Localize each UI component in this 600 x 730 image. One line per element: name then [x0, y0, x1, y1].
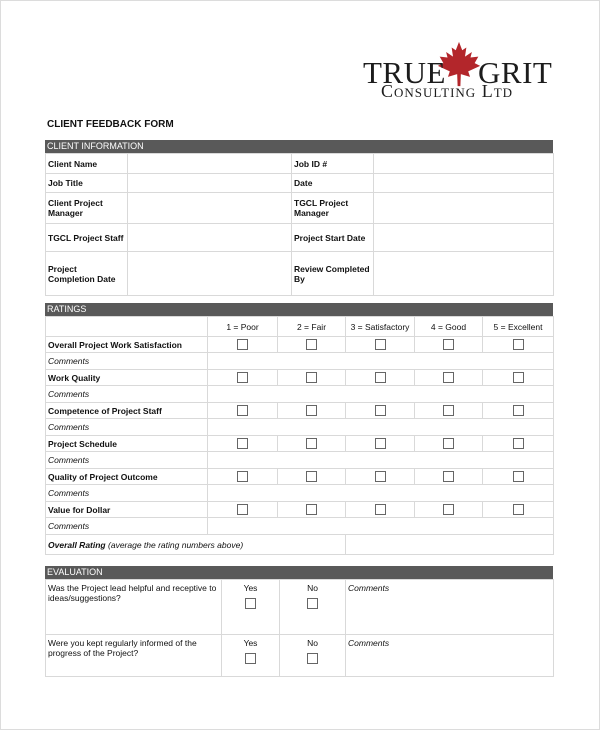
rating-cell: [483, 469, 554, 485]
comments-field[interactable]: [208, 419, 554, 436]
yes-label: Yes: [243, 583, 258, 593]
comments-field[interactable]: [346, 635, 554, 677]
rating-cell: [346, 502, 415, 518]
field-label: Job ID #: [292, 154, 374, 174]
evaluation-question: Were you kept regularly informed of the progress of the Project?: [46, 635, 222, 677]
rating-cell: [415, 403, 483, 419]
table-row: [46, 502, 554, 518]
rating-cell: [208, 370, 278, 386]
logo-subtitle: Consulting Ltd: [381, 81, 514, 101]
table-row: [46, 518, 554, 535]
rating-cell: [278, 469, 346, 485]
rating-cell: [483, 502, 554, 518]
rating-cell: [415, 469, 483, 485]
rating-4-checkbox[interactable]: [443, 504, 454, 515]
yes-cell: [222, 635, 280, 677]
rating-3-checkbox[interactable]: [375, 471, 386, 482]
rating-item-label: Quality of Project Outcome: [46, 469, 208, 485]
rating-cell: [346, 337, 415, 353]
rating-2-checkbox[interactable]: [306, 372, 317, 383]
table-row: [46, 580, 554, 635]
no-checkbox[interactable]: [307, 653, 318, 664]
review-completed-by-field[interactable]: [374, 252, 554, 296]
rating-4-checkbox[interactable]: [443, 405, 454, 416]
comments-field[interactable]: [208, 353, 554, 370]
rating-2-checkbox[interactable]: [306, 504, 317, 515]
company-logo: [363, 41, 563, 105]
rating-item-1: [46, 370, 554, 403]
rating-cell: [278, 502, 346, 518]
tgcl-project-manager-field[interactable]: [374, 193, 554, 224]
rating-cell: [346, 370, 415, 386]
scale-label: 4 = Good: [415, 317, 483, 337]
table-row: [46, 317, 554, 337]
no-label: No: [307, 638, 318, 648]
rating-cell: [415, 502, 483, 518]
logo-word-grit: GRIT: [478, 55, 553, 90]
no-cell: [280, 580, 346, 635]
comments-label: Comments: [46, 386, 208, 403]
rating-1-checkbox[interactable]: [237, 504, 248, 515]
scale-blank: [46, 317, 208, 337]
rating-2-checkbox[interactable]: [306, 438, 317, 449]
field-label: Date: [292, 174, 374, 193]
date-field[interactable]: [374, 174, 554, 193]
rating-2-checkbox[interactable]: [306, 471, 317, 482]
client-info-table: [45, 153, 554, 296]
table-row: [46, 370, 554, 386]
table-row: [46, 535, 554, 555]
field-label: Project Completion Date: [46, 252, 128, 296]
rating-item-label: Work Quality: [46, 370, 208, 386]
tgcl-project-staff-field[interactable]: [128, 224, 292, 252]
evaluation-question: Was the Project lead helpful and receptive to ideas/suggestions?: [46, 580, 222, 635]
comments-label: Comments: [46, 518, 208, 535]
overall-rating-title: Overall Rating: [48, 539, 106, 550]
comments-label: Comments: [348, 638, 390, 648]
comments-field[interactable]: [346, 580, 554, 635]
page-title: CLIENT FEEDBACK FORM: [47, 119, 174, 130]
table-row: [46, 193, 554, 224]
rating-3-checkbox[interactable]: [375, 504, 386, 515]
table-row: [46, 154, 554, 174]
rating-5-checkbox[interactable]: [513, 339, 524, 350]
rating-item-label: Project Schedule: [46, 436, 208, 452]
rating-1-checkbox[interactable]: [237, 405, 248, 416]
rating-5-checkbox[interactable]: [513, 471, 524, 482]
rating-cell: [415, 436, 483, 452]
table-row: [46, 436, 554, 452]
scale-label: 1 = Poor: [208, 317, 278, 337]
rating-cell: [278, 337, 346, 353]
rating-5-checkbox[interactable]: [513, 405, 524, 416]
comments-field[interactable]: [208, 518, 554, 535]
scale-label: 3 = Satisfactory: [346, 317, 415, 337]
table-row: [46, 419, 554, 436]
evaluation-table: [45, 579, 554, 677]
rating-1-checkbox[interactable]: [237, 372, 248, 383]
overall-rating-field[interactable]: [346, 535, 554, 555]
scale-label: 5 = Excellent: [483, 317, 554, 337]
rating-cell: [346, 469, 415, 485]
comments-label: Comments: [46, 419, 208, 436]
job-title-field[interactable]: [128, 174, 292, 193]
rating-1-checkbox[interactable]: [237, 471, 248, 482]
rating-cell: [346, 403, 415, 419]
rating-5-checkbox[interactable]: [513, 372, 524, 383]
comments-label: Comments: [46, 353, 208, 370]
rating-item-5: [46, 502, 554, 535]
ratings-header: RATINGS: [45, 303, 553, 316]
rating-cell: [278, 403, 346, 419]
rating-item-label: Value for Dollar: [46, 502, 208, 518]
rating-cell: [483, 403, 554, 419]
rating-cell: [208, 502, 278, 518]
project-start-date-field[interactable]: [374, 224, 554, 252]
rating-cell: [208, 436, 278, 452]
yes-checkbox[interactable]: [245, 653, 256, 664]
yes-cell: [222, 580, 280, 635]
rating-cell: [346, 436, 415, 452]
rating-2-checkbox[interactable]: [306, 405, 317, 416]
rating-1-checkbox[interactable]: [237, 339, 248, 350]
rating-cell: [483, 337, 554, 353]
rating-cell: [208, 469, 278, 485]
rating-4-checkbox[interactable]: [443, 438, 454, 449]
logo-word-true: TRUE: [363, 55, 446, 90]
rating-5-checkbox[interactable]: [513, 438, 524, 449]
rating-4-checkbox[interactable]: [443, 339, 454, 350]
client-project-manager-field[interactable]: [128, 193, 292, 224]
rating-cell: [208, 403, 278, 419]
comments-label: Comments: [348, 583, 390, 593]
overall-rating-label: [46, 535, 346, 555]
no-cell: [280, 635, 346, 677]
table-row: [46, 252, 554, 296]
rating-item-label: Competence of Project Staff: [46, 403, 208, 419]
rating-cell: [483, 436, 554, 452]
table-row: [46, 452, 554, 469]
comments-field[interactable]: [208, 485, 554, 502]
rating-cell: [278, 370, 346, 386]
field-label: Job Title: [46, 174, 128, 193]
rating-item-label: Overall Project Work Satisfaction: [46, 337, 208, 353]
field-label: TGCL Project Manager: [292, 193, 374, 224]
rating-2-checkbox[interactable]: [306, 339, 317, 350]
field-label: Review Completed By: [292, 252, 374, 296]
project-completion-date-field[interactable]: [128, 252, 292, 296]
comments-field[interactable]: [208, 386, 554, 403]
table-row: [46, 224, 554, 252]
rating-item-0: [46, 337, 554, 370]
table-row: [46, 386, 554, 403]
job-id-field[interactable]: [374, 154, 554, 174]
yes-label: Yes: [243, 638, 258, 648]
no-label: No: [307, 583, 318, 593]
rating-1-checkbox[interactable]: [237, 438, 248, 449]
overall-rating-note: (average the rating numbers above): [108, 539, 244, 550]
rating-4-checkbox[interactable]: [443, 471, 454, 482]
table-row: [46, 337, 554, 353]
client-name-field[interactable]: [128, 154, 292, 174]
rating-3-checkbox[interactable]: [375, 372, 386, 383]
table-row: [46, 403, 554, 419]
rating-3-checkbox[interactable]: [375, 405, 386, 416]
rating-3-checkbox[interactable]: [375, 339, 386, 350]
evaluation-header: EVALUATION: [45, 566, 553, 579]
rating-item-3: [46, 436, 554, 469]
rating-4-checkbox[interactable]: [443, 372, 454, 383]
field-label: Client Name: [46, 154, 128, 174]
rating-cell: [483, 370, 554, 386]
comments-field[interactable]: [208, 452, 554, 469]
table-row: [46, 635, 554, 677]
no-checkbox[interactable]: [307, 598, 318, 609]
rating-cell: [415, 337, 483, 353]
table-row: [46, 469, 554, 485]
rating-cell: [415, 370, 483, 386]
ratings-table: [45, 316, 554, 555]
rating-item-4: [46, 469, 554, 502]
table-row: [46, 353, 554, 370]
client-info-header: CLIENT INFORMATION: [45, 140, 553, 153]
rating-item-2: [46, 403, 554, 436]
yes-checkbox[interactable]: [245, 598, 256, 609]
field-label: Project Start Date: [292, 224, 374, 252]
field-label: TGCL Project Staff: [46, 224, 128, 252]
table-row: [46, 485, 554, 502]
comments-label: Comments: [46, 485, 208, 502]
rating-cell: [208, 337, 278, 353]
comments-label: Comments: [46, 452, 208, 469]
rating-5-checkbox[interactable]: [513, 504, 524, 515]
table-row: [46, 174, 554, 193]
scale-label: 2 = Fair: [278, 317, 346, 337]
rating-cell: [278, 436, 346, 452]
field-label: Client Project Manager: [46, 193, 128, 224]
rating-3-checkbox[interactable]: [375, 438, 386, 449]
